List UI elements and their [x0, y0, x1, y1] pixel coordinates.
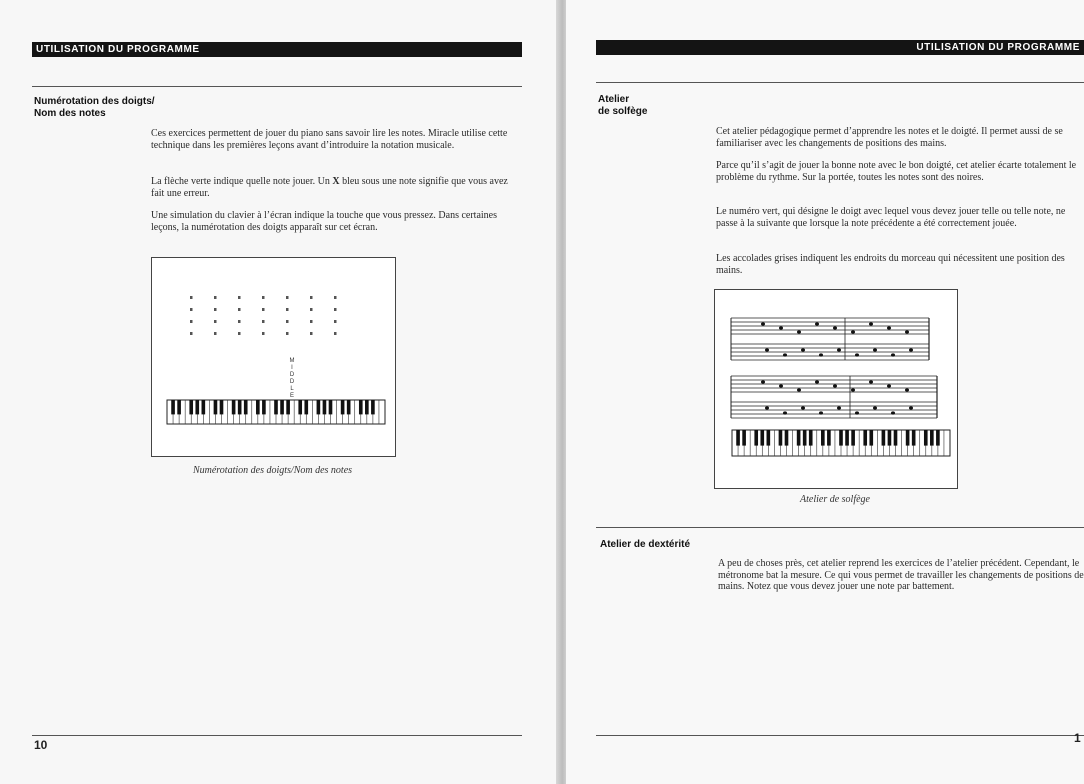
digit-mark — [238, 320, 241, 323]
note-head — [833, 384, 837, 387]
digit-mark — [286, 308, 289, 311]
black-key — [845, 430, 849, 446]
note-head — [819, 353, 823, 356]
note-head — [873, 348, 877, 351]
note-head — [783, 411, 787, 414]
black-key — [785, 430, 789, 446]
black-key — [754, 430, 758, 446]
digit-mark — [238, 296, 241, 299]
black-key — [359, 400, 363, 414]
black-key — [803, 430, 807, 446]
black-key — [238, 400, 242, 414]
note-head — [851, 330, 855, 333]
digit-mark — [214, 332, 217, 335]
black-key — [220, 400, 224, 414]
black-key — [347, 400, 351, 414]
note-head — [761, 322, 765, 325]
right-paragraph-2: Parce qu’il s’agit de jouer la bonne note avec le bon doigté, cet atelier écarte totalement le problème du rythme. Sur la portée, toutes les notes sont des noires. — [716, 160, 1077, 183]
black-key — [736, 430, 740, 446]
note-head — [887, 326, 891, 329]
note-head — [783, 353, 787, 356]
black-key — [851, 430, 855, 446]
black-key — [779, 430, 783, 446]
note-head — [905, 330, 909, 333]
black-key — [882, 430, 886, 446]
digit-mark — [262, 296, 265, 299]
finger-numbering-screen — [152, 258, 395, 456]
black-key — [821, 430, 825, 446]
black-key — [742, 430, 746, 446]
digit-mark — [334, 308, 337, 311]
black-key — [839, 430, 843, 446]
black-key — [760, 430, 764, 446]
left-page-number: 10 — [34, 738, 48, 752]
left-header-bar: UTILISATION DU PROGRAMME — [32, 42, 522, 57]
black-key — [930, 430, 934, 446]
right-page-number: 1 — [1074, 731, 1081, 745]
note-head — [909, 348, 913, 351]
solfege-figure — [714, 289, 958, 489]
finger-numbering-figure — [151, 257, 396, 457]
black-key — [189, 400, 193, 414]
black-key — [262, 400, 266, 414]
note-head — [815, 380, 819, 383]
digit-mark — [262, 332, 265, 335]
black-key — [244, 400, 248, 414]
right-figure-caption: Atelier de solfège — [800, 494, 870, 505]
black-key — [365, 400, 369, 414]
note-head — [869, 322, 873, 325]
digit-mark — [286, 296, 289, 299]
black-key — [317, 400, 321, 414]
digit-mark — [310, 308, 313, 311]
black-key — [280, 400, 284, 414]
black-key — [195, 400, 199, 414]
black-key — [286, 400, 290, 414]
note-head — [905, 388, 909, 391]
black-key — [171, 400, 175, 414]
black-key — [894, 430, 898, 446]
left-paragraph-3: Une simulation du clavier à l’écran indique la touche que vous pressez. Dans certaines leçons, la numérotation des doigts apparaît sur cet écran. — [151, 210, 497, 233]
right-section-2-title: Atelier de dextérité — [600, 539, 691, 550]
note-head — [837, 406, 841, 409]
black-key — [371, 400, 375, 414]
right-section-1-title — [598, 94, 647, 118]
note-head — [801, 348, 805, 351]
note-head — [815, 322, 819, 325]
digit-mark — [286, 320, 289, 323]
note-head — [833, 326, 837, 329]
digit-mark — [190, 320, 193, 323]
left-section-title — [34, 96, 155, 120]
digit-mark — [334, 320, 337, 323]
note-head — [779, 326, 783, 329]
right-paragraph-3: Le numéro vert, qui désigne le doigt avec lequel vous devez jouer telle ou telle note, ne passe à la suivante que lorsque la note précédente a été correctement jouée. — [716, 206, 1066, 229]
solfege-screen — [715, 290, 957, 488]
right-middle-rule — [596, 527, 1084, 528]
digit-mark — [190, 296, 193, 299]
digit-mark — [286, 332, 289, 335]
left-bottom-rule — [32, 735, 522, 736]
black-key — [323, 400, 327, 414]
digit-mark — [190, 308, 193, 311]
note-head — [869, 380, 873, 383]
black-key — [274, 400, 278, 414]
digit-mark — [238, 308, 241, 311]
digit-mark — [214, 296, 217, 299]
digit-mark — [190, 332, 193, 335]
note-head — [797, 330, 801, 333]
note-head — [855, 411, 859, 414]
black-key — [256, 400, 260, 414]
digit-mark — [262, 308, 265, 311]
black-key — [177, 400, 181, 414]
right-paragraph-1: Cet atelier pédagogique permet d’apprendre les notes et le doigté. Il permet aussi de se familiariser avec les changements de positions des mains. — [716, 126, 1063, 149]
note-head — [837, 348, 841, 351]
note-head — [765, 406, 769, 409]
note-head — [887, 384, 891, 387]
right-top-rule — [596, 82, 1084, 83]
left-paragraph-2 — [151, 176, 523, 199]
left-paragraph-2-before: La flèche verte indique quelle note jouer. Un — [151, 176, 333, 187]
digit-mark — [238, 332, 241, 335]
right-paragraph-4: Les accolades grises indiquent les endroits du morceau qui nécessitent une position des mains. — [716, 253, 1065, 276]
note-head — [779, 384, 783, 387]
note-head — [891, 353, 895, 356]
black-key — [924, 430, 928, 446]
note-head — [765, 348, 769, 351]
black-key — [912, 430, 916, 446]
finger-digit-grid — [190, 296, 337, 396]
note-head — [855, 353, 859, 356]
keyboard-icon — [732, 430, 950, 456]
right-bottom-rule — [596, 735, 1084, 736]
note-head — [909, 406, 913, 409]
black-key — [936, 430, 940, 446]
black-key — [809, 430, 813, 446]
black-key — [767, 430, 771, 446]
black-key — [906, 430, 910, 446]
black-key — [329, 400, 333, 414]
note-head — [891, 411, 895, 414]
digit-mark — [334, 296, 337, 299]
digit-mark — [214, 320, 217, 323]
left-paragraph-2-bold: X — [332, 176, 340, 187]
middle-label: M I D D L E — [289, 358, 295, 399]
digit-mark — [310, 320, 313, 323]
black-key — [232, 400, 236, 414]
left-paragraph-1: Ces exercices permettent de jouer du piano sans savoir lire les notes. Miracle utilise cette technique dans les premières leçons avant d’introduire la notation musicale. — [151, 128, 508, 151]
music-staff-icon — [731, 318, 937, 418]
digit-mark — [262, 320, 265, 323]
note-head — [761, 380, 765, 383]
note-head — [851, 388, 855, 391]
black-key — [827, 430, 831, 446]
right-header-bar: UTILISATION DU PROGRAMME — [596, 40, 1084, 55]
black-key — [797, 430, 801, 446]
black-key — [888, 430, 892, 446]
right-paragraph-5: A peu de choses près, cet atelier reprend les exercices de l’atelier précédent. Cependant, le métronome bat la mesure. Ce qui vous permet de travailler les changements de positions de mains. Notez que vous devez jouer une note par battement. — [718, 558, 1084, 592]
digit-mark — [334, 332, 337, 335]
right-section-1-title-line1: Atelier — [598, 94, 630, 105]
right-section-1-title-line2: de solfège — [598, 106, 648, 117]
black-key — [304, 400, 308, 414]
black-key — [869, 430, 873, 446]
black-key — [863, 430, 867, 446]
digit-mark — [310, 332, 313, 335]
keyboard-icon — [167, 400, 385, 424]
note-head — [801, 406, 805, 409]
black-key — [298, 400, 302, 414]
digit-mark — [214, 308, 217, 311]
black-key — [202, 400, 206, 414]
left-section-title-line1: Numérotation des doigts/ — [34, 96, 155, 107]
left-top-rule — [32, 86, 522, 87]
note-head — [819, 411, 823, 414]
black-key — [341, 400, 345, 414]
left-figure-caption: Numérotation des doigts/Nom des notes — [192, 465, 353, 476]
note-head — [797, 388, 801, 391]
left-section-title-line2: Nom des notes — [34, 108, 106, 119]
black-key — [214, 400, 218, 414]
left-paragraph-2-after: bleu sous une note signifie que vous avez fait une erreur. — [151, 176, 508, 199]
note-head — [873, 406, 877, 409]
digit-mark — [310, 296, 313, 299]
right-page — [566, 0, 1084, 784]
